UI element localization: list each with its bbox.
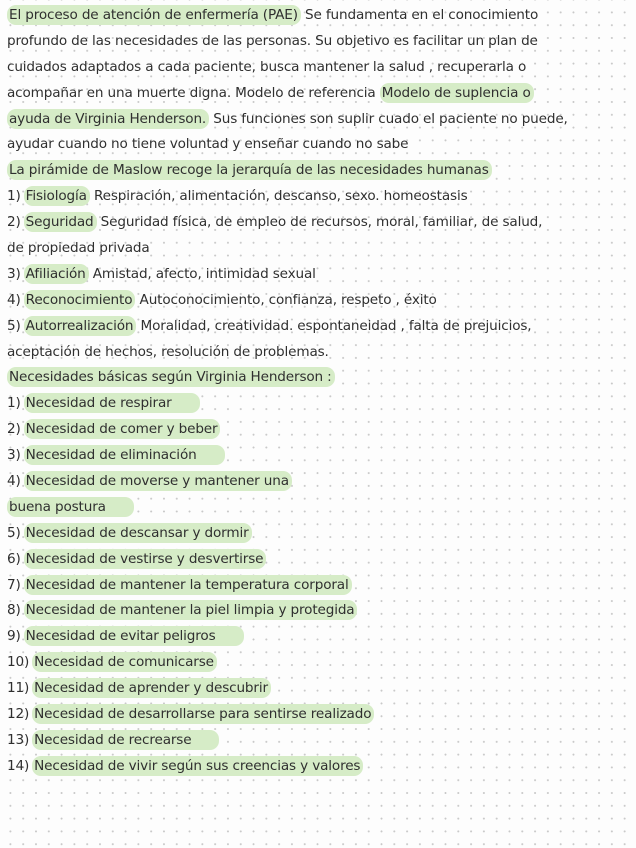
model-highlight: ayuda de Virginia Henderson.	[7, 109, 209, 129]
paragraph-line-1	[7, 3, 628, 29]
item-number: 4)	[7, 291, 21, 308]
item-number: 8)	[7, 602, 21, 619]
maslow-term: Reconocimiento	[24, 290, 136, 310]
need-text: Necesidad de respirar	[24, 393, 200, 413]
henderson-heading: Necesidades básicas según Virginia Henderson :	[7, 367, 335, 387]
maslow-item-cont: de propiedad privada	[7, 240, 150, 257]
need-text: Necesidad de recrearse	[32, 730, 219, 750]
item-number: 5)	[7, 317, 21, 334]
need-text: Necesidad de mantener la piel limpia y protegida	[24, 600, 358, 620]
need-text: Necesidad de vestirse y desvertirse	[24, 549, 267, 569]
item-number: 1)	[7, 188, 21, 205]
item-number: 2)	[7, 214, 21, 231]
item-number: 9)	[7, 628, 21, 645]
maslow-term: Afiliación	[24, 264, 89, 284]
item-number: 14)	[7, 757, 30, 774]
maslow-desc: Autoconocimiento, confianza, respeto , éxito	[135, 291, 437, 308]
maslow-item	[7, 314, 628, 340]
maslow-desc: Respiración, alimentación, descanso, sexo. homeostasis	[89, 188, 468, 205]
maslow-item	[7, 210, 628, 236]
pae-highlight: El proceso de atención de enfermería (PAE)	[7, 5, 301, 25]
need-text-cont: buena postura	[7, 497, 134, 517]
item-number: 1)	[7, 395, 21, 412]
maslow-term: Autorrealización	[24, 316, 137, 336]
item-number: 12)	[7, 706, 30, 723]
maslow-item-cont: aceptación de hechos, resolución de problemas.	[7, 343, 329, 360]
need-text: Necesidad de aprender y descubrir	[32, 678, 271, 698]
item-number: 6)	[7, 550, 21, 567]
henderson-item	[7, 469, 628, 495]
henderson-item	[7, 443, 628, 469]
need-text: Necesidad de vivir según sus creencias y valores	[32, 756, 363, 776]
paragraph-line-4	[7, 81, 628, 107]
henderson-item	[7, 417, 628, 443]
need-text: Necesidad de moverse y mantener una	[24, 471, 292, 491]
paragraph-line-5	[7, 107, 628, 133]
item-number: 3)	[7, 447, 21, 464]
henderson-item	[7, 598, 628, 624]
maslow-term: Fisiología	[24, 186, 90, 206]
need-text: Necesidad de comer y beber	[24, 419, 221, 439]
henderson-item-cont	[7, 495, 628, 521]
henderson-item	[7, 754, 628, 780]
paragraph-text: acompañar en una muerte digna. Modelo de referencia	[7, 84, 380, 101]
paragraph-line-2: profundo de las necesidades de las personas. Su objetivo es facilitar un plan de	[7, 32, 538, 49]
maslow-item	[7, 288, 628, 314]
maslow-item	[7, 184, 628, 210]
paragraph-line-3: cuidados adaptados a cada paciente, busca mantener la salud , recuperarla o	[7, 58, 527, 75]
henderson-item	[7, 728, 628, 754]
item-number: 3)	[7, 265, 21, 282]
henderson-item	[7, 702, 628, 728]
maslow-heading: La pirámide de Maslow recoge la jerarquía de las necesidades humanas	[7, 160, 492, 180]
need-text: Necesidad de comunicarse	[32, 652, 217, 672]
henderson-item	[7, 391, 628, 417]
maslow-desc: Seguridad física, de empleo de recursos, moral, familiar, de salud,	[96, 214, 543, 231]
item-number: 5)	[7, 524, 21, 541]
henderson-heading-line	[7, 365, 628, 391]
need-text: Necesidad de evitar peligros	[24, 626, 244, 646]
item-number: 7)	[7, 576, 21, 593]
need-text: Necesidad de descansar y dormir	[24, 523, 252, 543]
maslow-term: Seguridad	[24, 212, 97, 232]
need-text: Necesidad de mantener la temperatura corporal	[24, 575, 352, 595]
henderson-item	[7, 547, 628, 573]
henderson-item	[7, 573, 628, 599]
henderson-item	[7, 676, 628, 702]
maslow-heading-line	[7, 158, 628, 184]
item-number: 11)	[7, 680, 30, 697]
paragraph-text: Sus funciones son suplir cuado el paciente no puede,	[209, 110, 568, 127]
item-number: 2)	[7, 421, 21, 438]
henderson-item	[7, 650, 628, 676]
maslow-desc: Amistad, afecto, intimidad sexual	[88, 265, 316, 282]
maslow-desc: Moralidad, creatividad. espontaneidad , falta de prejuicios,	[136, 317, 532, 334]
item-number: 13)	[7, 731, 30, 748]
paragraph-line-6: ayudar cuando no tiene voluntad y enseñar cuando no sabe	[7, 136, 409, 153]
paragraph-text: Se fundamenta en el conocimiento	[300, 7, 539, 23]
maslow-item	[7, 262, 628, 288]
need-text: Necesidad de desarrollarse para sentirse realizado	[32, 704, 374, 724]
item-number: 4)	[7, 473, 21, 490]
henderson-item	[7, 624, 628, 650]
henderson-item	[7, 521, 628, 547]
item-number: 10)	[7, 654, 30, 671]
model-highlight: Modelo de suplencia o	[380, 83, 534, 103]
need-text: Necesidad de eliminación	[24, 445, 225, 465]
